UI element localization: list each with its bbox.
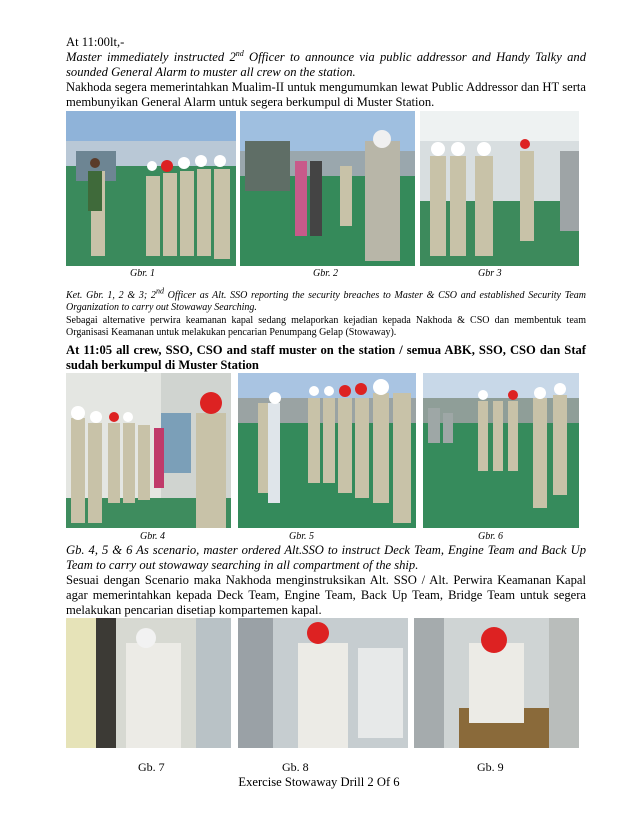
photo-gbr-5 bbox=[238, 373, 416, 528]
label-gbr-4: Gbr. 4 bbox=[140, 531, 166, 542]
photo-gbr-2 bbox=[240, 111, 415, 266]
instruction-text-a: Master immediately instructed 2 bbox=[66, 50, 236, 64]
caption-1-text-b: Officer as Alt. SSO reporting the security breaches to Master & CSO and established Security Team Organization to carry out Stowaway Searching. bbox=[66, 290, 587, 313]
photo-gb-8 bbox=[238, 618, 408, 748]
photo-gbr-1 bbox=[66, 111, 236, 266]
label-gbr-6: Gbr. 6 bbox=[478, 531, 504, 542]
caption-1-en bbox=[66, 286, 587, 314]
scenario-paragraph-en: Gb. 4, 5 & 6 As scenario, master ordered Alt.SSO to instruct Deck Team, Engine Team and Back Up Team to carry out stowaway searching in all compartment of the ship. bbox=[66, 543, 586, 572]
label-gbr-3: Gbr 3 bbox=[478, 268, 502, 279]
photo-gbr-3 bbox=[420, 111, 579, 266]
scenario-paragraph-id: Sesuai dengan Scenario maka Nakhoda menginstruksikan Alt. SSO / Alt. Perwira Keamanan Kapal agar memerintahkan kepada Deck Team, Engine Team, Back Up Team, Bridge Team untuk segera melakukan pencarian disetiap kompartemen kapal. bbox=[66, 573, 586, 617]
instruction-text-b: Officer to announce via public addressor and Handy Talky and sounded General Alarm to muster all crew on the station. bbox=[66, 50, 586, 79]
photo-gb-7 bbox=[66, 618, 231, 748]
caption-1-text-a: Ket. Gbr. 1, 2 & 3; 2 bbox=[66, 290, 156, 301]
instruction-sup: nd bbox=[235, 48, 244, 58]
label-gbr-1: Gbr. 1 bbox=[130, 268, 156, 279]
caption-1-sup: nd bbox=[155, 286, 164, 296]
page-footer: Exercise Stowaway Drill 2 Of 6 bbox=[238, 775, 400, 789]
label-gbr-5: Gbr. 5 bbox=[289, 531, 315, 542]
label-gbr-2: Gbr. 2 bbox=[313, 268, 339, 279]
label-gb-9: Gb. 9 bbox=[477, 760, 504, 774]
muster-heading: At 11:05 all crew, SSO, CSO and staff muster on the station / semua ABK, SSO, CSO dan Staf sudah berkumpul di Muster Station bbox=[66, 343, 586, 372]
instruction-paragraph-id: Nakhoda segera memerintahkan Mualim-II untuk mengumumkan lewat Public Addressor dan HT serta membunyikan General Alarm untuk segera berkumpul di Muster Station. bbox=[66, 80, 586, 109]
label-gb-7: Gb. 7 bbox=[138, 760, 165, 774]
photo-gbr-6 bbox=[423, 373, 579, 528]
photo-gb-9 bbox=[414, 618, 579, 748]
photo-gbr-4 bbox=[66, 373, 231, 528]
label-gb-8: Gb. 8 bbox=[282, 760, 309, 774]
instruction-paragraph-en bbox=[66, 50, 586, 80]
caption-1-id: Sebagai alternative perwira keamanan kapal sedang melaporkan kejadian kepada Nakhoda & CSO dan membentuk team Organisasi Keamanan untuk melakukan pencarian Penumpang Gelap (Stowaway). bbox=[66, 315, 586, 338]
time-header: At 11:00lt,- bbox=[66, 35, 125, 49]
